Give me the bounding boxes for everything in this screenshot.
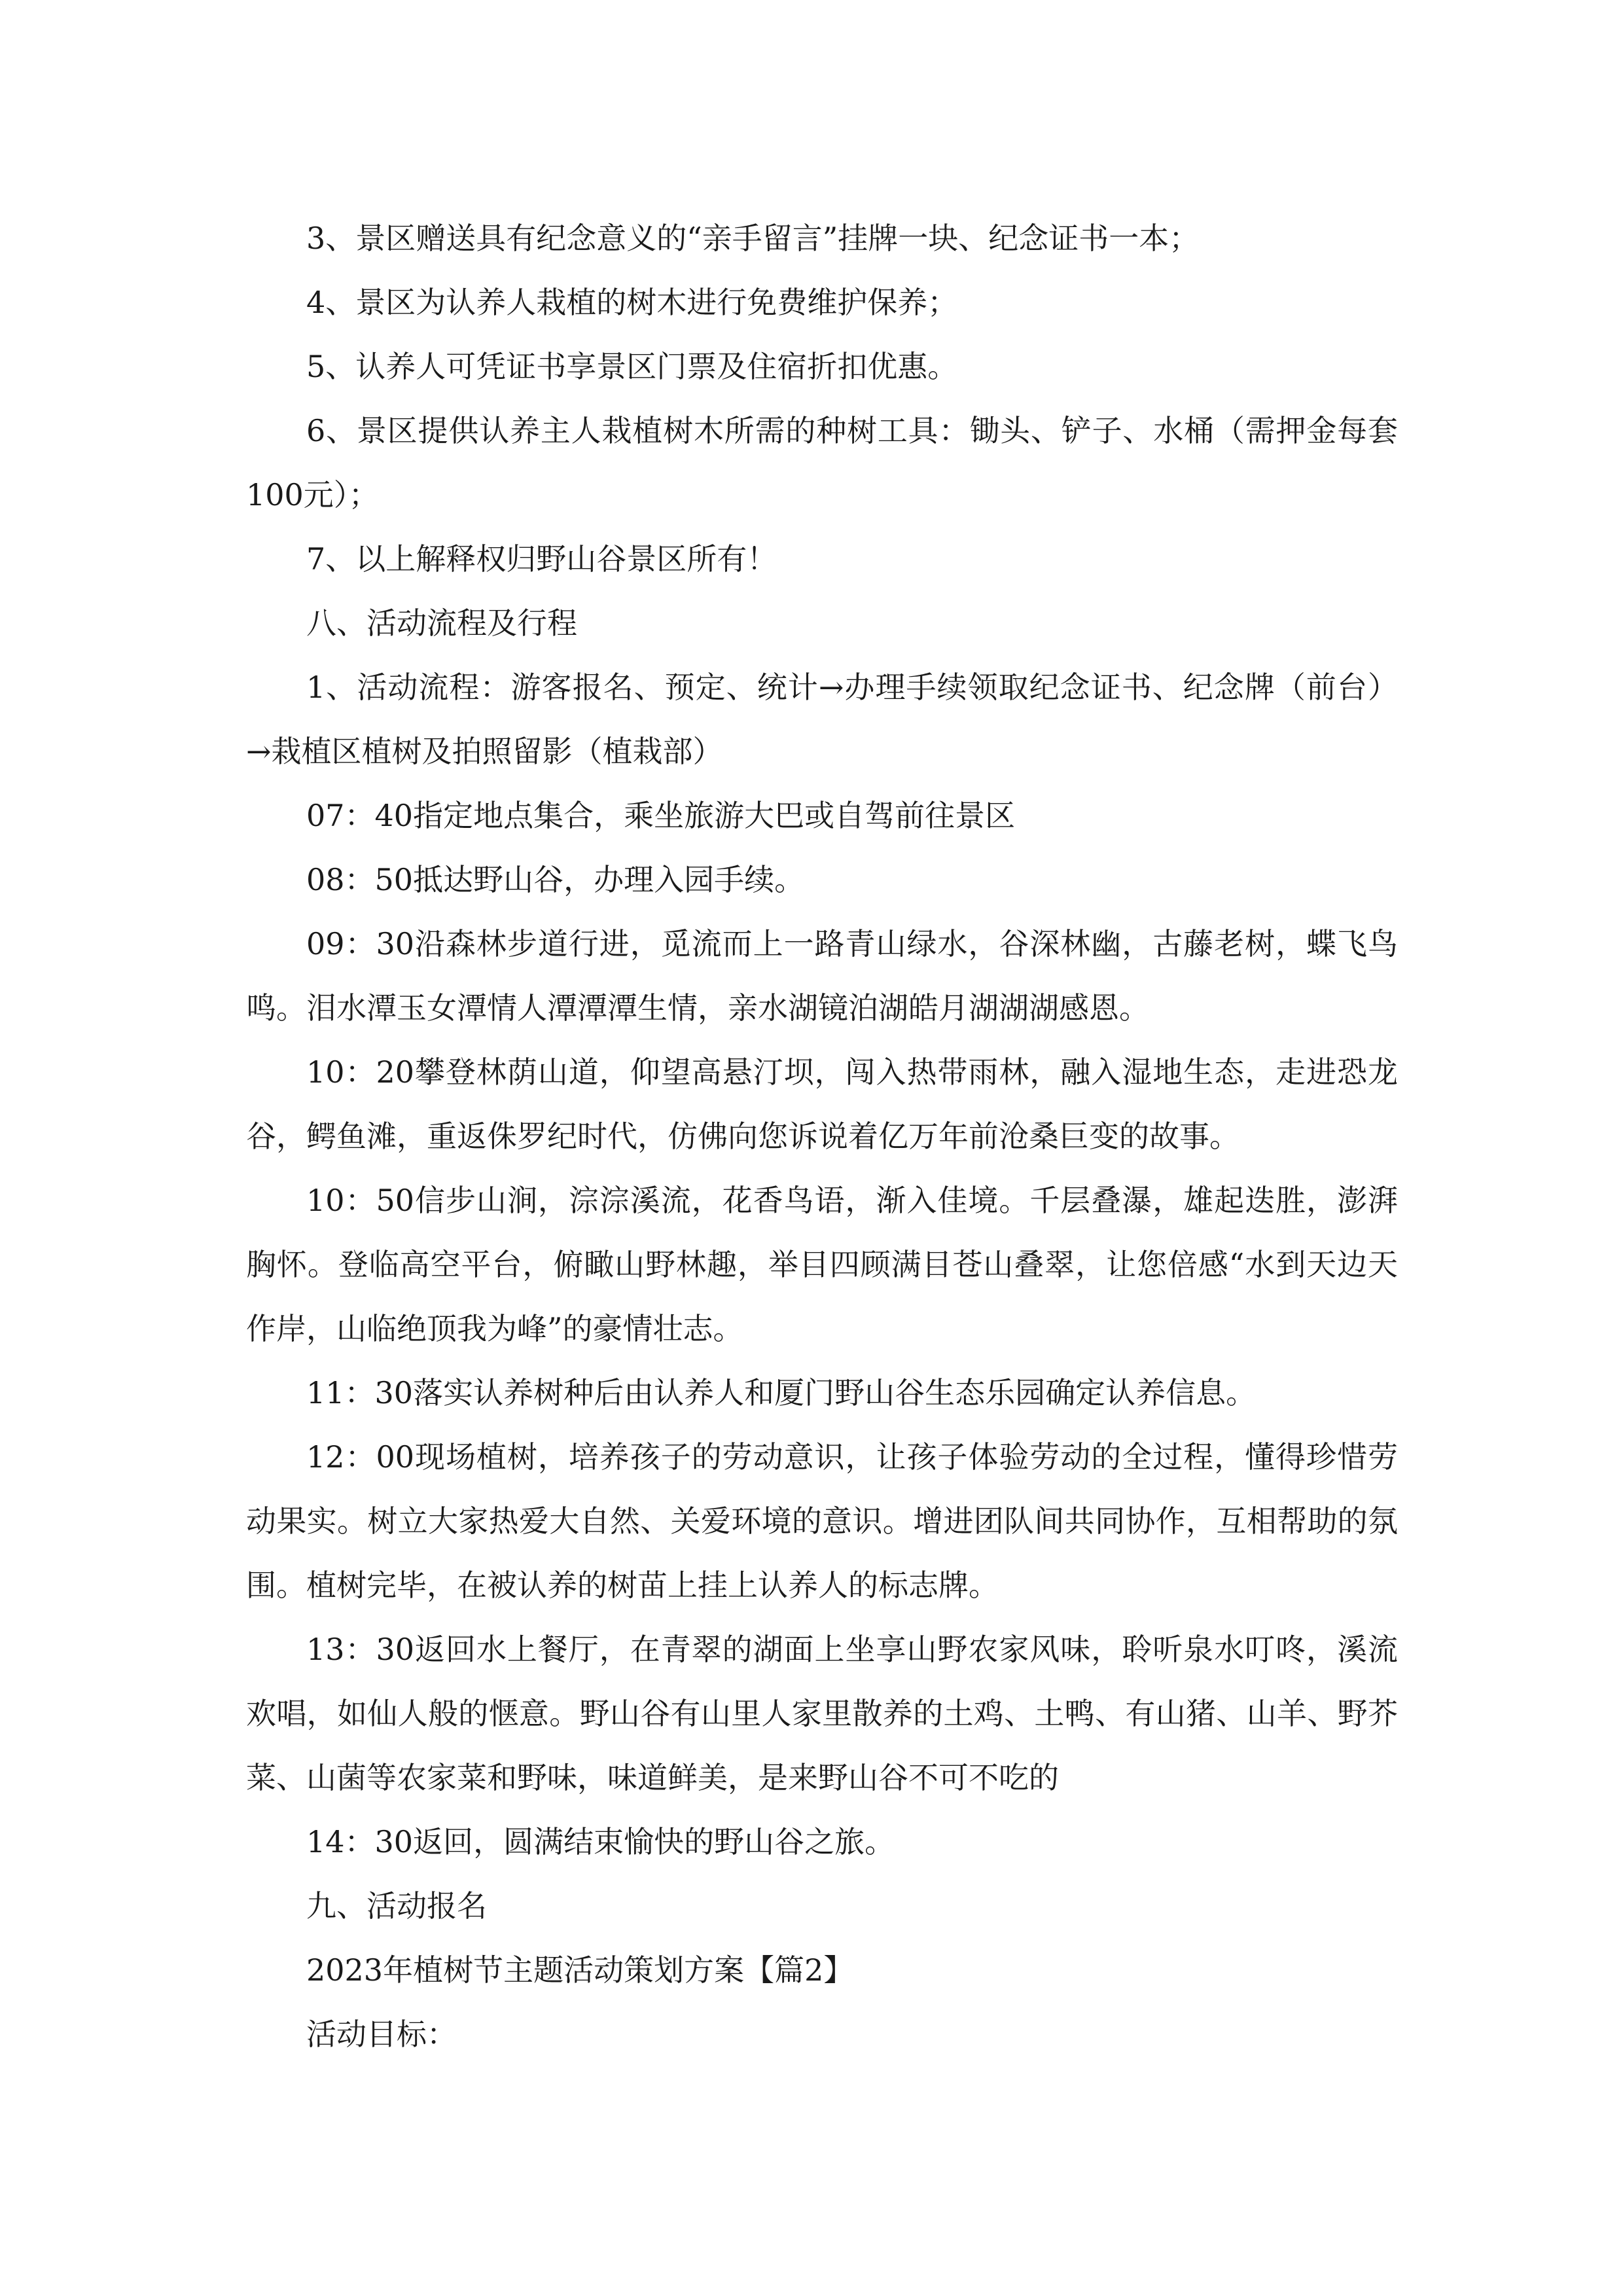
schedule-item-0740: 07：40指定地点集合，乘坐旅游大巴或自驾前往景区: [306, 798, 1016, 833]
section-heading-process: 八、活动流程及行程: [306, 605, 577, 641]
schedule-item-1330: 13：30返回水上餐厅，在青翠的湖面上坐享山野农家风味，聆听泉水叮咚，溪流欢唱，如仙人般的惬意。野山谷有山里人家里散养的土鸡、土鸭、有山猪、山羊、野芥菜、山菌等农家菜和野味，味道鲜美，是来野山谷不可不吃的: [246, 1632, 1398, 1795]
schedule-item-1430: 14：30返回，圆满结束愉快的野山谷之旅。: [306, 1824, 895, 1859]
paragraph-tools: 6、景区提供认养主人栽植树木所需的种树工具：锄头、铲子、水桶（需押金每套100元）；: [246, 413, 1398, 512]
schedule-item-1130: 11：30落实认养树种后由认养人和厦门野山谷生态乐园确定认养信息。: [306, 1375, 1257, 1410]
schedule-item-1200: 12：00现场植树，培养孩子的劳动意识，让孩子体验劳动的全过程，懂得珍惜劳动果实。树立大家热爱大自然、关爱环境的意识。增进团队间共同协作，互相帮助的氛围。植树完毕，在被认养的树苗上挂上认养人的标志牌。: [246, 1439, 1398, 1603]
schedule-item-1020: 10：20攀登林荫山道，仰望高悬汀坝，闯入热带雨林，融入湿地生态，走进恐龙谷，鳄鱼滩，重返侏罗纪时代，仿佛向您诉说着亿万年前沧桑巨变的故事。: [246, 1054, 1398, 1154]
paragraph-process-flow: 1、活动流程：游客报名、预定、统计→办理手续领取纪念证书、纪念牌（前台）→栽植区植树及拍照留影（植栽部）: [246, 670, 1398, 769]
paragraph-maintenance: 4、景区为认养人栽植的树木进行免费维护保养；: [306, 285, 958, 320]
paragraph-discount: 5、认养人可凭证书享景区门票及住宿折扣优惠。: [306, 349, 958, 384]
paragraph-rights: 7、以上解释权归野山谷景区所有！: [306, 541, 777, 577]
paragraph-activity-goal: 活动目标：: [306, 2017, 457, 2052]
schedule-item-0930: 09：30沿森林步道行进，觅流而上一路青山绿水，谷深林幽，古藤老树，蝶飞鸟鸣。泪水潭玉女潭情人潭潭潭生情，亲水湖镜泊湖皓月湖湖湖感恩。: [246, 926, 1398, 1026]
document-body: [246, 206, 1398, 2066]
schedule-item-1050: 10：50信步山涧，淙淙溪流，花香鸟语，渐入佳境。千层叠瀑，雄起迭胜，澎湃胸怀。登临高空平台，俯瞰山野林趣，举目四顾满目苍山叠翠，让您倍感“水到天边天作岸，山临绝顶我为峰”的豪情壮志。: [246, 1183, 1398, 1346]
section-heading-registration: 九、活动报名: [306, 1888, 487, 1924]
schedule-item-0850: 08：50抵达野山谷，办理入园手续。: [306, 862, 805, 897]
document-subtitle-part2: 2023年植树节主题活动策划方案【篇2】: [306, 1952, 854, 1988]
paragraph-gift-plaque: 3、景区赠送具有纪念意义的“亲手留言”挂牌一块、纪念证书一本；: [306, 221, 1200, 256]
